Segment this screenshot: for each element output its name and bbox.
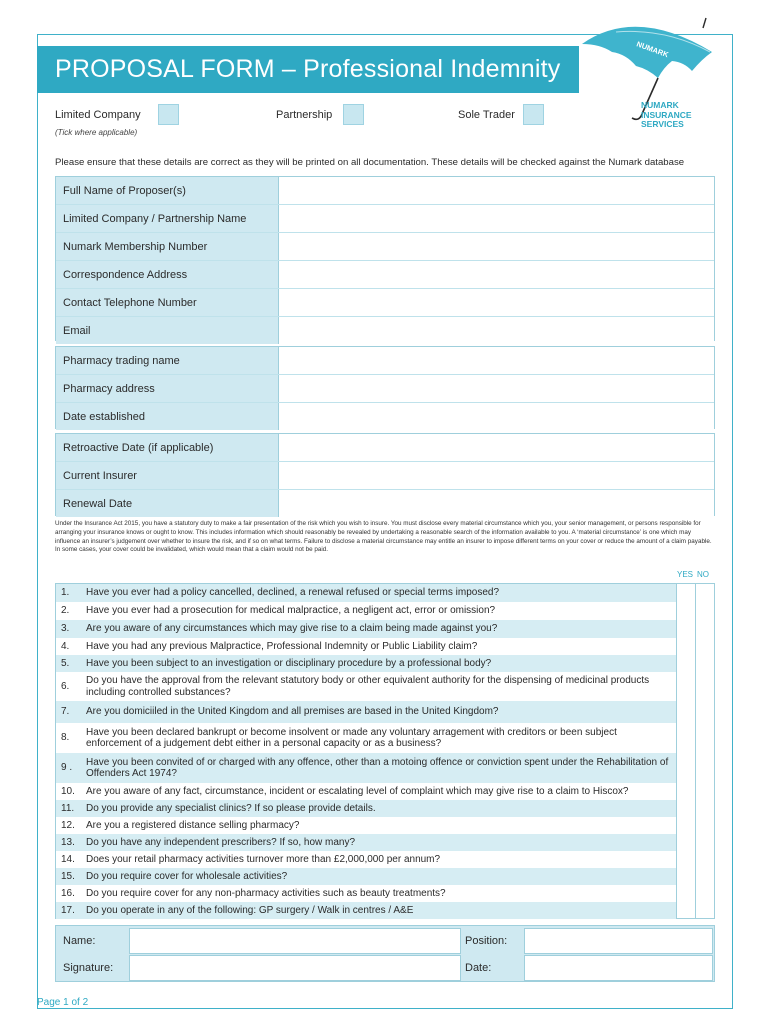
position-label: Position: — [465, 935, 508, 947]
field-row — [56, 374, 714, 402]
signature-input[interactable] — [129, 955, 461, 981]
field-row — [56, 177, 714, 204]
field-row — [56, 260, 714, 288]
limited-company-checkbox[interactable] — [158, 104, 179, 125]
field-row — [56, 461, 714, 489]
field-label: Contact Telephone Number — [56, 289, 278, 316]
date-input[interactable] — [524, 955, 713, 981]
membership-number-input[interactable] — [278, 233, 714, 260]
question-row: 6. Do you have the approval from the relevant statutory body or other equivalent authority for the dispensing of medicinal products including controlled substances? — [61, 675, 650, 698]
question-row: 14. Does your retail pharmacy activities turnover more than £2,000,000 per annum? — [61, 853, 441, 865]
field-label: Retroactive Date (if applicable) — [56, 434, 278, 461]
field-label: Limited Company / Partnership Name — [56, 205, 278, 232]
pharmacy-details-section — [55, 346, 715, 429]
field-label: Renewal Date — [56, 490, 278, 517]
question-row: 17. Do you operate in any of the following: GP surgery / Walk in centres / A&E — [56, 902, 676, 919]
signature-label: Signature: — [63, 962, 114, 974]
field-row — [56, 232, 714, 260]
details-notice: Please ensure that these details are correct as they will be printed on all documentation. These details will be checked against the Numark database — [55, 157, 685, 168]
field-label: Current Insurer — [56, 462, 278, 489]
yes-answer-column[interactable] — [676, 584, 696, 918]
email-input[interactable] — [278, 317, 714, 344]
question-row: 10. Are you aware of any fact, circumstance, incident or escalating level of complaint which may give rise to a claim to Hiscox? — [61, 785, 629, 797]
question-row: 4. Have you had any previous Malpractice, Professional Indemnity or Public Liability claim? — [61, 640, 478, 652]
insurance-act-disclaimer: Under the Insurance Act 2015, you have a statutory duty to make a fair presentation of the risk which you wish to insure. You must disclose every material circumstance which you, your senior management, or persons responsible for arranging your insurance knows or ought to know. This includes information which should reasonably be revealed by undertaking a reasonable search of the information available to you. A ‘material circumstance’ is one which may influence an insurer’s judgement over whether to insure the risk, and if so on what terms. Failure to disclose a material circumstance may entitle an insurer to impose different terms on your cover or reduce the amount of a claim payable. In some cases, your cover could be invalidated, which would mean that a claim would not be paid. — [55, 520, 712, 554]
field-row — [56, 489, 714, 517]
question-row: 2. Have you ever had a prosecution for medical malpractice, a negligent act, error or omission? — [61, 605, 496, 617]
field-label: Correspondence Address — [56, 261, 278, 288]
renewal-date-input[interactable] — [278, 490, 714, 517]
sole-trader-checkbox[interactable] — [523, 104, 544, 125]
page-number: Page 1 of 2 — [37, 997, 89, 1008]
question-row: 1. Have you ever had a policy cancelled, declined, a renewal refused or special terms imposed? — [56, 584, 676, 602]
field-label: Pharmacy trading name — [56, 347, 278, 374]
name-input[interactable] — [129, 928, 461, 954]
proposer-details-section — [55, 176, 715, 341]
field-label: Full Name of Proposer(s) — [56, 177, 278, 204]
umbrella-brand-text: NUMARK — [635, 39, 670, 60]
tick-hint: (Tick where applicable) — [55, 128, 138, 137]
insurance-details-section — [55, 433, 715, 516]
sole-trader-label: Sole Trader — [458, 109, 515, 121]
field-label: Email — [56, 317, 278, 344]
title-banner — [37, 46, 579, 93]
question-row: 13. Do you have any independent prescribers? If so, how many? — [56, 834, 676, 851]
field-row — [56, 347, 714, 374]
question-row: 16. Do you require cover for any non-pharmacy activities such as beauty treatments? — [61, 887, 446, 899]
field-row — [56, 402, 714, 430]
field-row — [56, 288, 714, 316]
question-row: 15. Do you require cover for wholesale activities? — [56, 868, 676, 885]
telephone-input[interactable] — [278, 289, 714, 316]
page-title: PROPOSAL FORM – Professional Indemnity — [55, 55, 561, 83]
partnership-label: Partnership — [276, 109, 333, 121]
field-label: Pharmacy address — [56, 375, 278, 402]
question-row: 11. Do you provide any specialist clinics? If so please provide details. — [56, 800, 676, 817]
logo-wordmark: NUMARK INSURANCE SERVICES — [641, 100, 692, 129]
question-row: 3. Are you aware of any circumstances which may give rise to a claim being made against you? — [56, 620, 676, 638]
question-row: 8. Have you been declared bankrupt or become insolvent or made any voluntary arragement with creditors or been subject enforcement of a judgement debt either in a personal capacity or as a business? — [61, 726, 617, 749]
date-established-input[interactable] — [278, 403, 714, 430]
signature-section — [55, 925, 715, 982]
full-name-input[interactable] — [278, 177, 714, 204]
question-row: 5. Have you been subject to an investigation or disciplinary procedure by a professional body? — [56, 655, 676, 672]
question-row: 12. Are you a registered distance selling pharmacy? — [61, 819, 300, 831]
field-row — [56, 434, 714, 461]
no-answer-column[interactable] — [696, 584, 714, 918]
question-row: 9 . Have you been convited of or charged with any offence, other than a motoing offence or conviction spent under the Rehabilitation of Offenders Act 1974? — [56, 753, 676, 783]
no-header: NO — [697, 570, 709, 579]
partnership-checkbox[interactable] — [343, 104, 364, 125]
date-label: Date: — [465, 962, 492, 974]
name-label: Name: — [63, 935, 96, 947]
pharmacy-address-input[interactable] — [278, 375, 714, 402]
company-name-input[interactable] — [278, 205, 714, 232]
field-row — [56, 316, 714, 344]
limited-company-label: Limited Company — [55, 109, 141, 121]
question-row: 7. Are you domiciiled in the United Kingdom and all premises are based in the United Kingdom? — [56, 701, 676, 723]
field-row — [56, 204, 714, 232]
questions-table — [55, 583, 715, 919]
field-label: Numark Membership Number — [56, 233, 278, 260]
position-input[interactable] — [524, 928, 713, 954]
yes-header: YES — [677, 570, 694, 579]
correspondence-address-input[interactable] — [278, 261, 714, 288]
field-label: Date established — [56, 403, 278, 430]
current-insurer-input[interactable] — [278, 462, 714, 489]
trading-name-input[interactable] — [278, 347, 714, 374]
retroactive-date-input[interactable] — [278, 434, 714, 461]
